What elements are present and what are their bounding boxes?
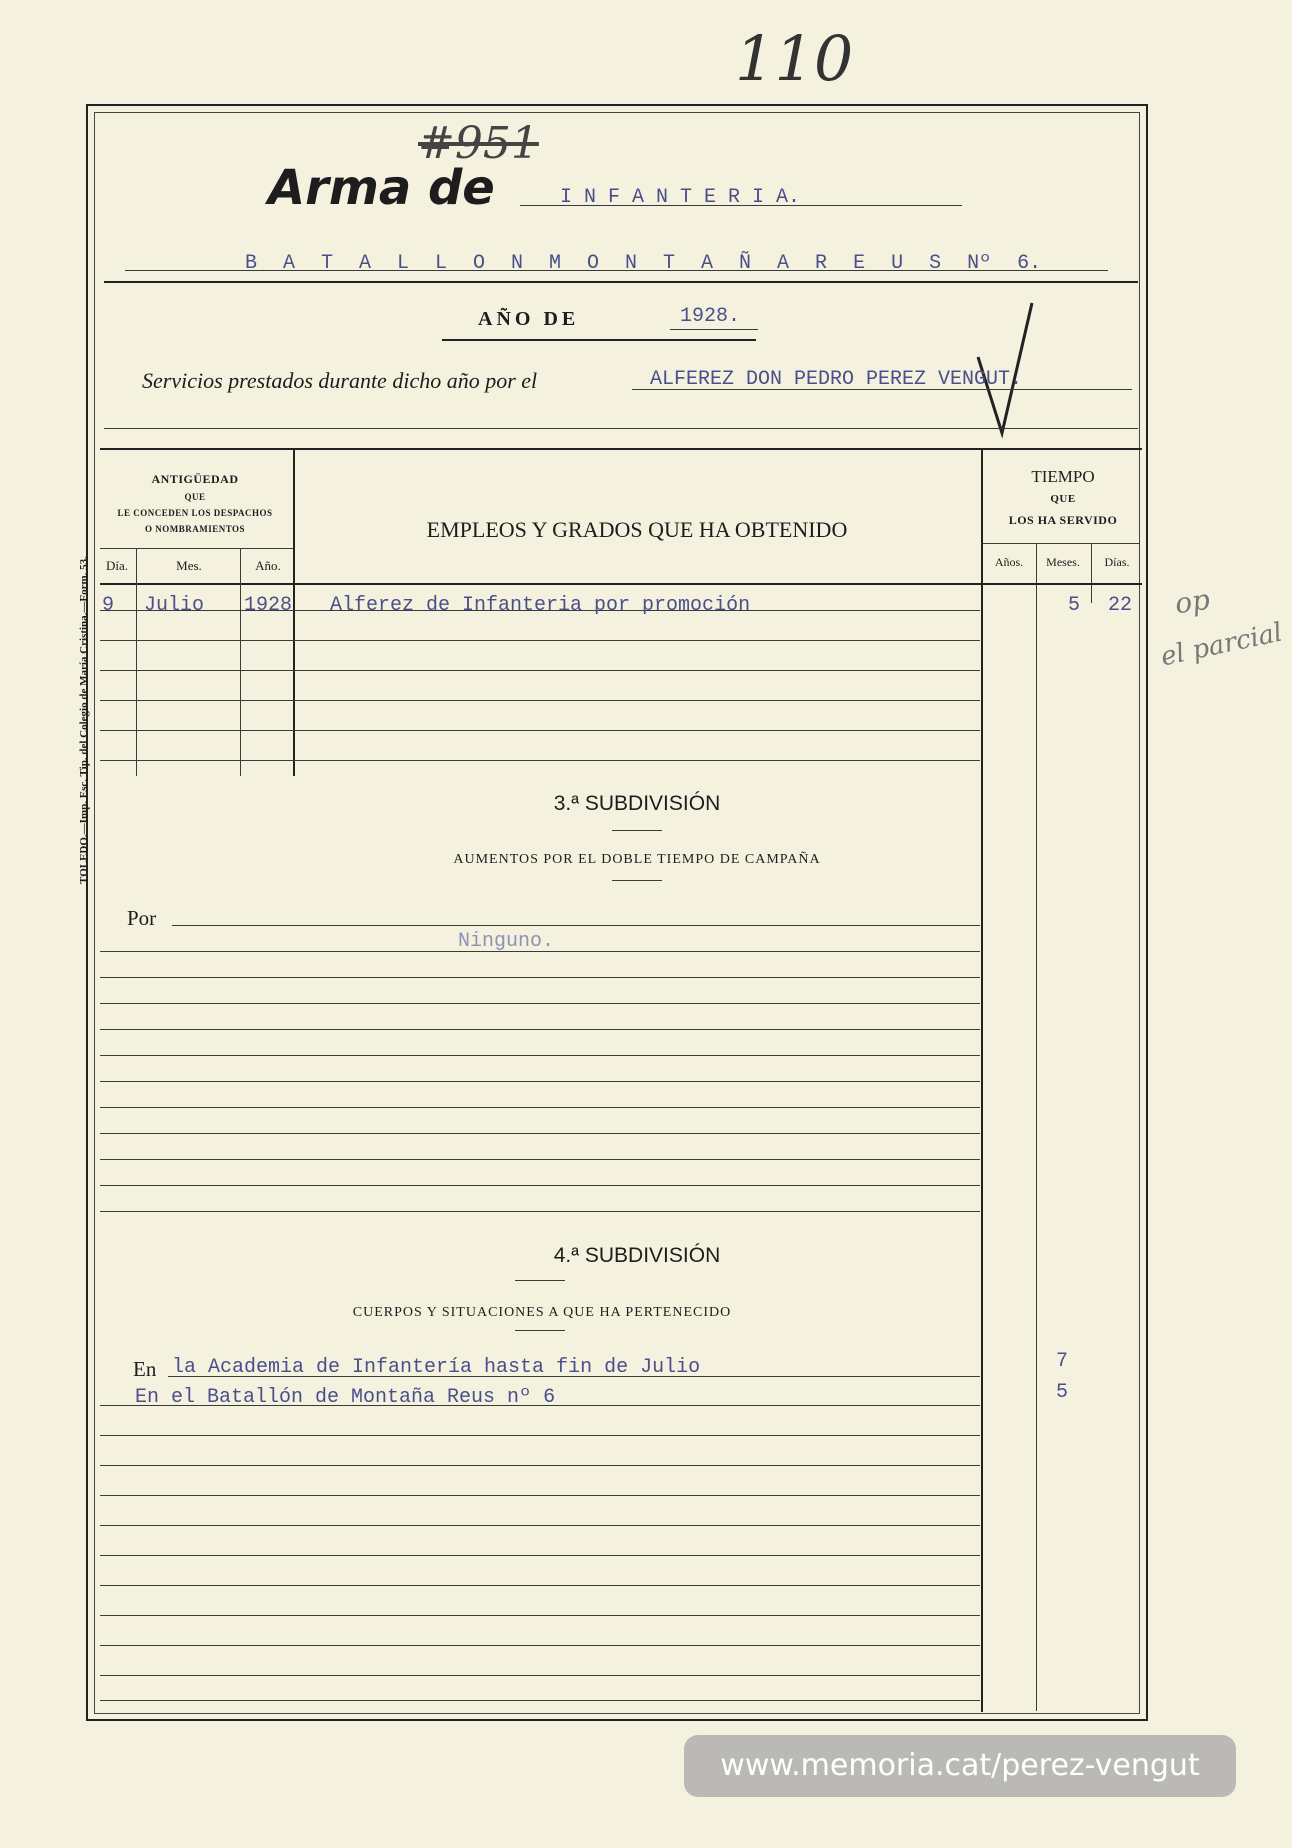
row-dias: 22	[1108, 594, 1133, 617]
empleos-row-line	[100, 760, 980, 761]
row-empleo: Alferez de Infanteria por promoción	[330, 594, 751, 617]
sub4-subtitle: CUERPOS Y SITUACIONES A QUE HA PERTENECIDO	[352, 1305, 732, 1320]
sub3-line	[100, 1185, 980, 1186]
sub4-line-2-meses: 5	[1056, 1381, 1069, 1404]
empleos-row-line	[100, 640, 980, 641]
sub3-title-rule	[612, 830, 662, 831]
table-top-rule	[100, 448, 1142, 450]
year-value: 1928.	[680, 305, 741, 328]
antiguedad-que: QUE	[184, 492, 206, 502]
sub4-line	[100, 1675, 980, 1676]
mes-col-divider	[240, 548, 241, 776]
margin-note-1: op	[1172, 582, 1212, 621]
sub3-subtitle: AUMENTOS POR EL DOBLE TIEMPO DE CAMPAÑA	[453, 852, 821, 867]
sub4-title: 4.ª SUBDIVISIÓN	[553, 1244, 721, 1267]
empleos-title: EMPLEOS Y GRADOS QUE HA OBTENIDO	[426, 517, 848, 542]
sub4-line	[100, 1435, 980, 1436]
tiempo-col-divider-2	[1091, 543, 1092, 603]
tiempo-sub: LOS HA SERVIDO	[1008, 513, 1118, 527]
arma-label: Arma de	[268, 160, 495, 216]
sub4-line	[100, 1525, 980, 1526]
tiempo-col-divider-1	[1036, 543, 1037, 1711]
row-meses: 5	[1068, 594, 1081, 617]
year-label: AÑO DE	[478, 308, 580, 330]
col-meses: Meses.	[1046, 555, 1080, 569]
sub4-line	[100, 1585, 980, 1586]
sub3-por-label: Por	[127, 906, 157, 930]
struck-number-handwritten: #951	[418, 118, 539, 169]
margin-note-2: el parcial	[1158, 617, 1286, 673]
sub3-line	[100, 1159, 980, 1160]
sub3-subtitle-rule	[612, 880, 662, 881]
sub4-line	[100, 1555, 980, 1556]
dia-col-divider	[136, 548, 137, 776]
row-ano: 1928	[244, 594, 293, 617]
arma-value: I N F A N T E R I A.	[560, 186, 801, 209]
sub3-line	[100, 1055, 980, 1056]
unit-value: B A T A L L O N M O N T A Ñ A R E U S Nº 6.	[245, 252, 1042, 275]
form-frame-inner	[94, 112, 1140, 1714]
antiguedad-title: ANTIGÜEDAD	[151, 472, 239, 486]
sub3-line	[100, 951, 980, 952]
sub4-line	[100, 1465, 980, 1466]
sub3-line	[100, 1029, 980, 1030]
sub4-line	[100, 1700, 980, 1701]
sub3-line	[100, 977, 980, 978]
antiguedad-sub1: LE CONCEDEN LOS DESPACHOS	[117, 508, 273, 518]
antiguedad-divider	[100, 548, 293, 549]
year-underline	[670, 329, 758, 330]
sub3-line	[172, 925, 980, 926]
watermark-link[interactable]: www.memoria.cat/perez-vengut	[684, 1735, 1236, 1797]
antiguedad-right-border	[293, 448, 295, 776]
sub4-line	[168, 1376, 980, 1377]
antiguedad-sub2: O NOMBRAMIENTOS	[144, 524, 246, 534]
empleos-row-line	[100, 700, 980, 701]
col-anos: Años.	[994, 555, 1024, 569]
tiempo-que: QUE	[1050, 493, 1076, 505]
services-underline	[632, 389, 1132, 390]
sub4-title-rule	[515, 1280, 565, 1281]
sub4-line-2-text: En el Batallón de Montaña Reus nº 6	[135, 1386, 556, 1409]
tiempo-left-border	[981, 448, 983, 1712]
empleos-row-line	[100, 730, 980, 731]
services-label: Servicios prestados durante dicho año por el	[142, 368, 538, 393]
table-header-bottom	[100, 583, 1142, 585]
sub3-line	[100, 1107, 980, 1108]
sub4-subtitle-rule	[515, 1330, 565, 1331]
sub3-line	[100, 1081, 980, 1082]
sub4-line	[100, 1405, 980, 1406]
col-ano: Año.	[255, 558, 281, 573]
col-mes: Mes.	[176, 558, 202, 573]
empleos-row-line	[100, 670, 980, 671]
sub3-por-value: Ninguno.	[458, 930, 555, 953]
sub3-line	[100, 1211, 980, 1212]
sub4-line	[100, 1645, 980, 1646]
sub3-line	[100, 1133, 980, 1134]
sub3-title: 3.ª SUBDIVISIÓN	[553, 792, 721, 815]
sub4-line	[100, 1495, 980, 1496]
page-number-handwritten: 110	[735, 22, 854, 95]
sub4-line	[100, 1615, 980, 1616]
unit-rule	[104, 281, 1138, 283]
row-mes: Julio	[144, 594, 205, 617]
tiempo-divider	[983, 543, 1140, 544]
services-value: ALFEREZ DON PEDRO PEREZ VENGUT.	[650, 368, 1023, 391]
col-dias: Días.	[1104, 555, 1130, 569]
col-dia: Día.	[105, 558, 129, 573]
sub4-line-1-meses: 7	[1056, 1350, 1069, 1373]
sub4-line-1-text: la Academia de Infantería hasta fin de Julio	[172, 1356, 701, 1379]
header-bottom-rule	[104, 428, 1138, 429]
row-dia: 9	[102, 594, 115, 617]
side-imprint: TOLEDO.—Imp. Esc. Tip. del Colegio de María Cristina.—Form. 53.	[78, 556, 90, 884]
year-rule	[442, 339, 756, 341]
sub4-en-label: En	[133, 1357, 157, 1381]
tiempo-title: TIEMPO	[1031, 467, 1095, 486]
sub3-line	[100, 1003, 980, 1004]
